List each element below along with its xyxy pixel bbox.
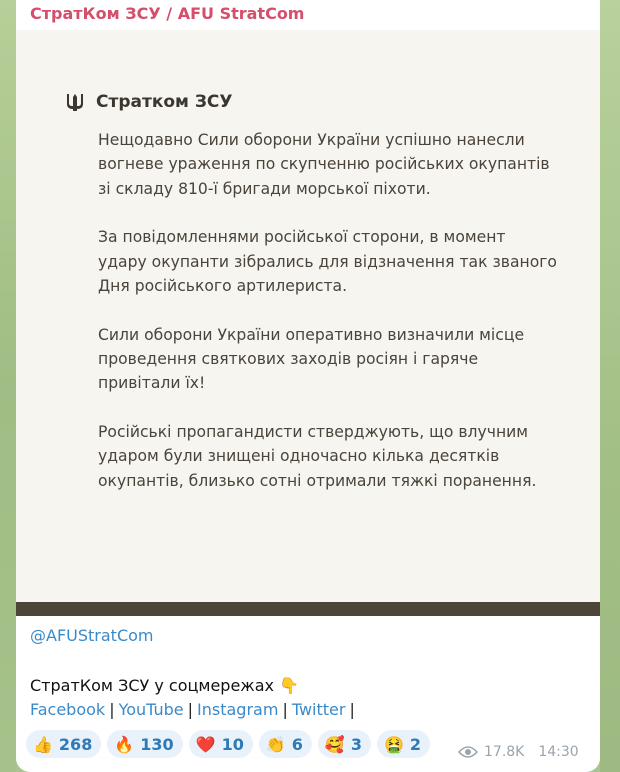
clap-icon: 👏 <box>265 734 286 754</box>
channel-mention-link[interactable]: @AFUStratCom <box>30 626 154 645</box>
message-bubble <box>16 0 600 772</box>
link-separator: | <box>187 700 194 719</box>
reaction-count: 6 <box>291 734 303 754</box>
reaction-count: 2 <box>409 734 422 754</box>
message-time: 14:30 <box>538 744 579 760</box>
reaction-heart[interactable] <box>189 730 253 758</box>
fire-icon: 🔥 <box>114 734 135 754</box>
twitter-link[interactable]: Twitter <box>291 700 346 719</box>
point-down-emoji: 👇 <box>279 676 299 695</box>
chat-background-right <box>600 0 620 772</box>
card-header <box>64 90 233 114</box>
reaction-thumbs-up[interactable] <box>26 730 101 758</box>
reaction-count: 3 <box>350 734 362 754</box>
reaction-count: 130 <box>140 734 174 754</box>
reaction-fire[interactable] <box>107 730 182 758</box>
thumbs-up-icon: 👍 <box>33 734 53 754</box>
attached-image-card[interactable] <box>16 30 600 616</box>
card-body <box>98 128 558 518</box>
instagram-link[interactable]: Instagram <box>197 700 279 719</box>
views-eye-icon <box>458 745 478 759</box>
chat-background-left <box>0 0 16 772</box>
card-paragraph: За повідомленнями російської сторони, в момент удару окупанти зібрались для відзначення так званого Дня російського артилериста. <box>98 228 557 295</box>
social-links <box>30 700 359 719</box>
smiling-face-hearts-icon: 🥰 <box>324 734 345 754</box>
facebook-link[interactable]: Facebook <box>30 700 106 719</box>
link-separator: | <box>282 700 288 719</box>
reaction-count: 268 <box>58 734 93 754</box>
youtube-link[interactable]: YouTube <box>118 700 184 719</box>
card-footer-bar <box>16 602 600 616</box>
reaction-vomit[interactable] <box>377 730 430 758</box>
social-text <box>30 676 299 695</box>
card-paragraph: Сили оборони України оперативно визначили місце проведення святкових заходів росіян і гаряче привітали їх! <box>98 325 525 393</box>
social-label: СтратКом ЗСУ у соцмережах <box>30 676 274 695</box>
link-separator: | <box>349 700 355 719</box>
heart-icon: ❤️ <box>195 734 216 754</box>
reactions-bar <box>26 730 430 758</box>
card-paragraph: Нещодавно Сили оборони України успішно нанесли вогневе ураження по скупченню російських окупантів зі складу 810-ї бригади морської піхоти. <box>98 131 550 198</box>
link-separator: | <box>109 700 115 719</box>
card-paragraph: Російські пропагандисти стверджують, що влучним ударом були знищені одночасно кілька десятків окупантів, близько сотні отримали тяжкі поранення. <box>98 423 537 490</box>
reaction-clap[interactable] <box>259 730 312 758</box>
reaction-hearts-face[interactable] <box>318 730 371 758</box>
trident-icon <box>64 91 86 113</box>
reaction-count: 10 <box>221 734 244 754</box>
views-count: 17.8K <box>484 744 525 760</box>
channel-name[interactable]: СтратКом ЗСУ / AFU StratCom <box>30 4 305 23</box>
vomiting-face-icon: 🤮 <box>383 734 404 754</box>
card-title: Стратком ЗСУ <box>96 92 233 112</box>
message-meta <box>458 744 579 760</box>
